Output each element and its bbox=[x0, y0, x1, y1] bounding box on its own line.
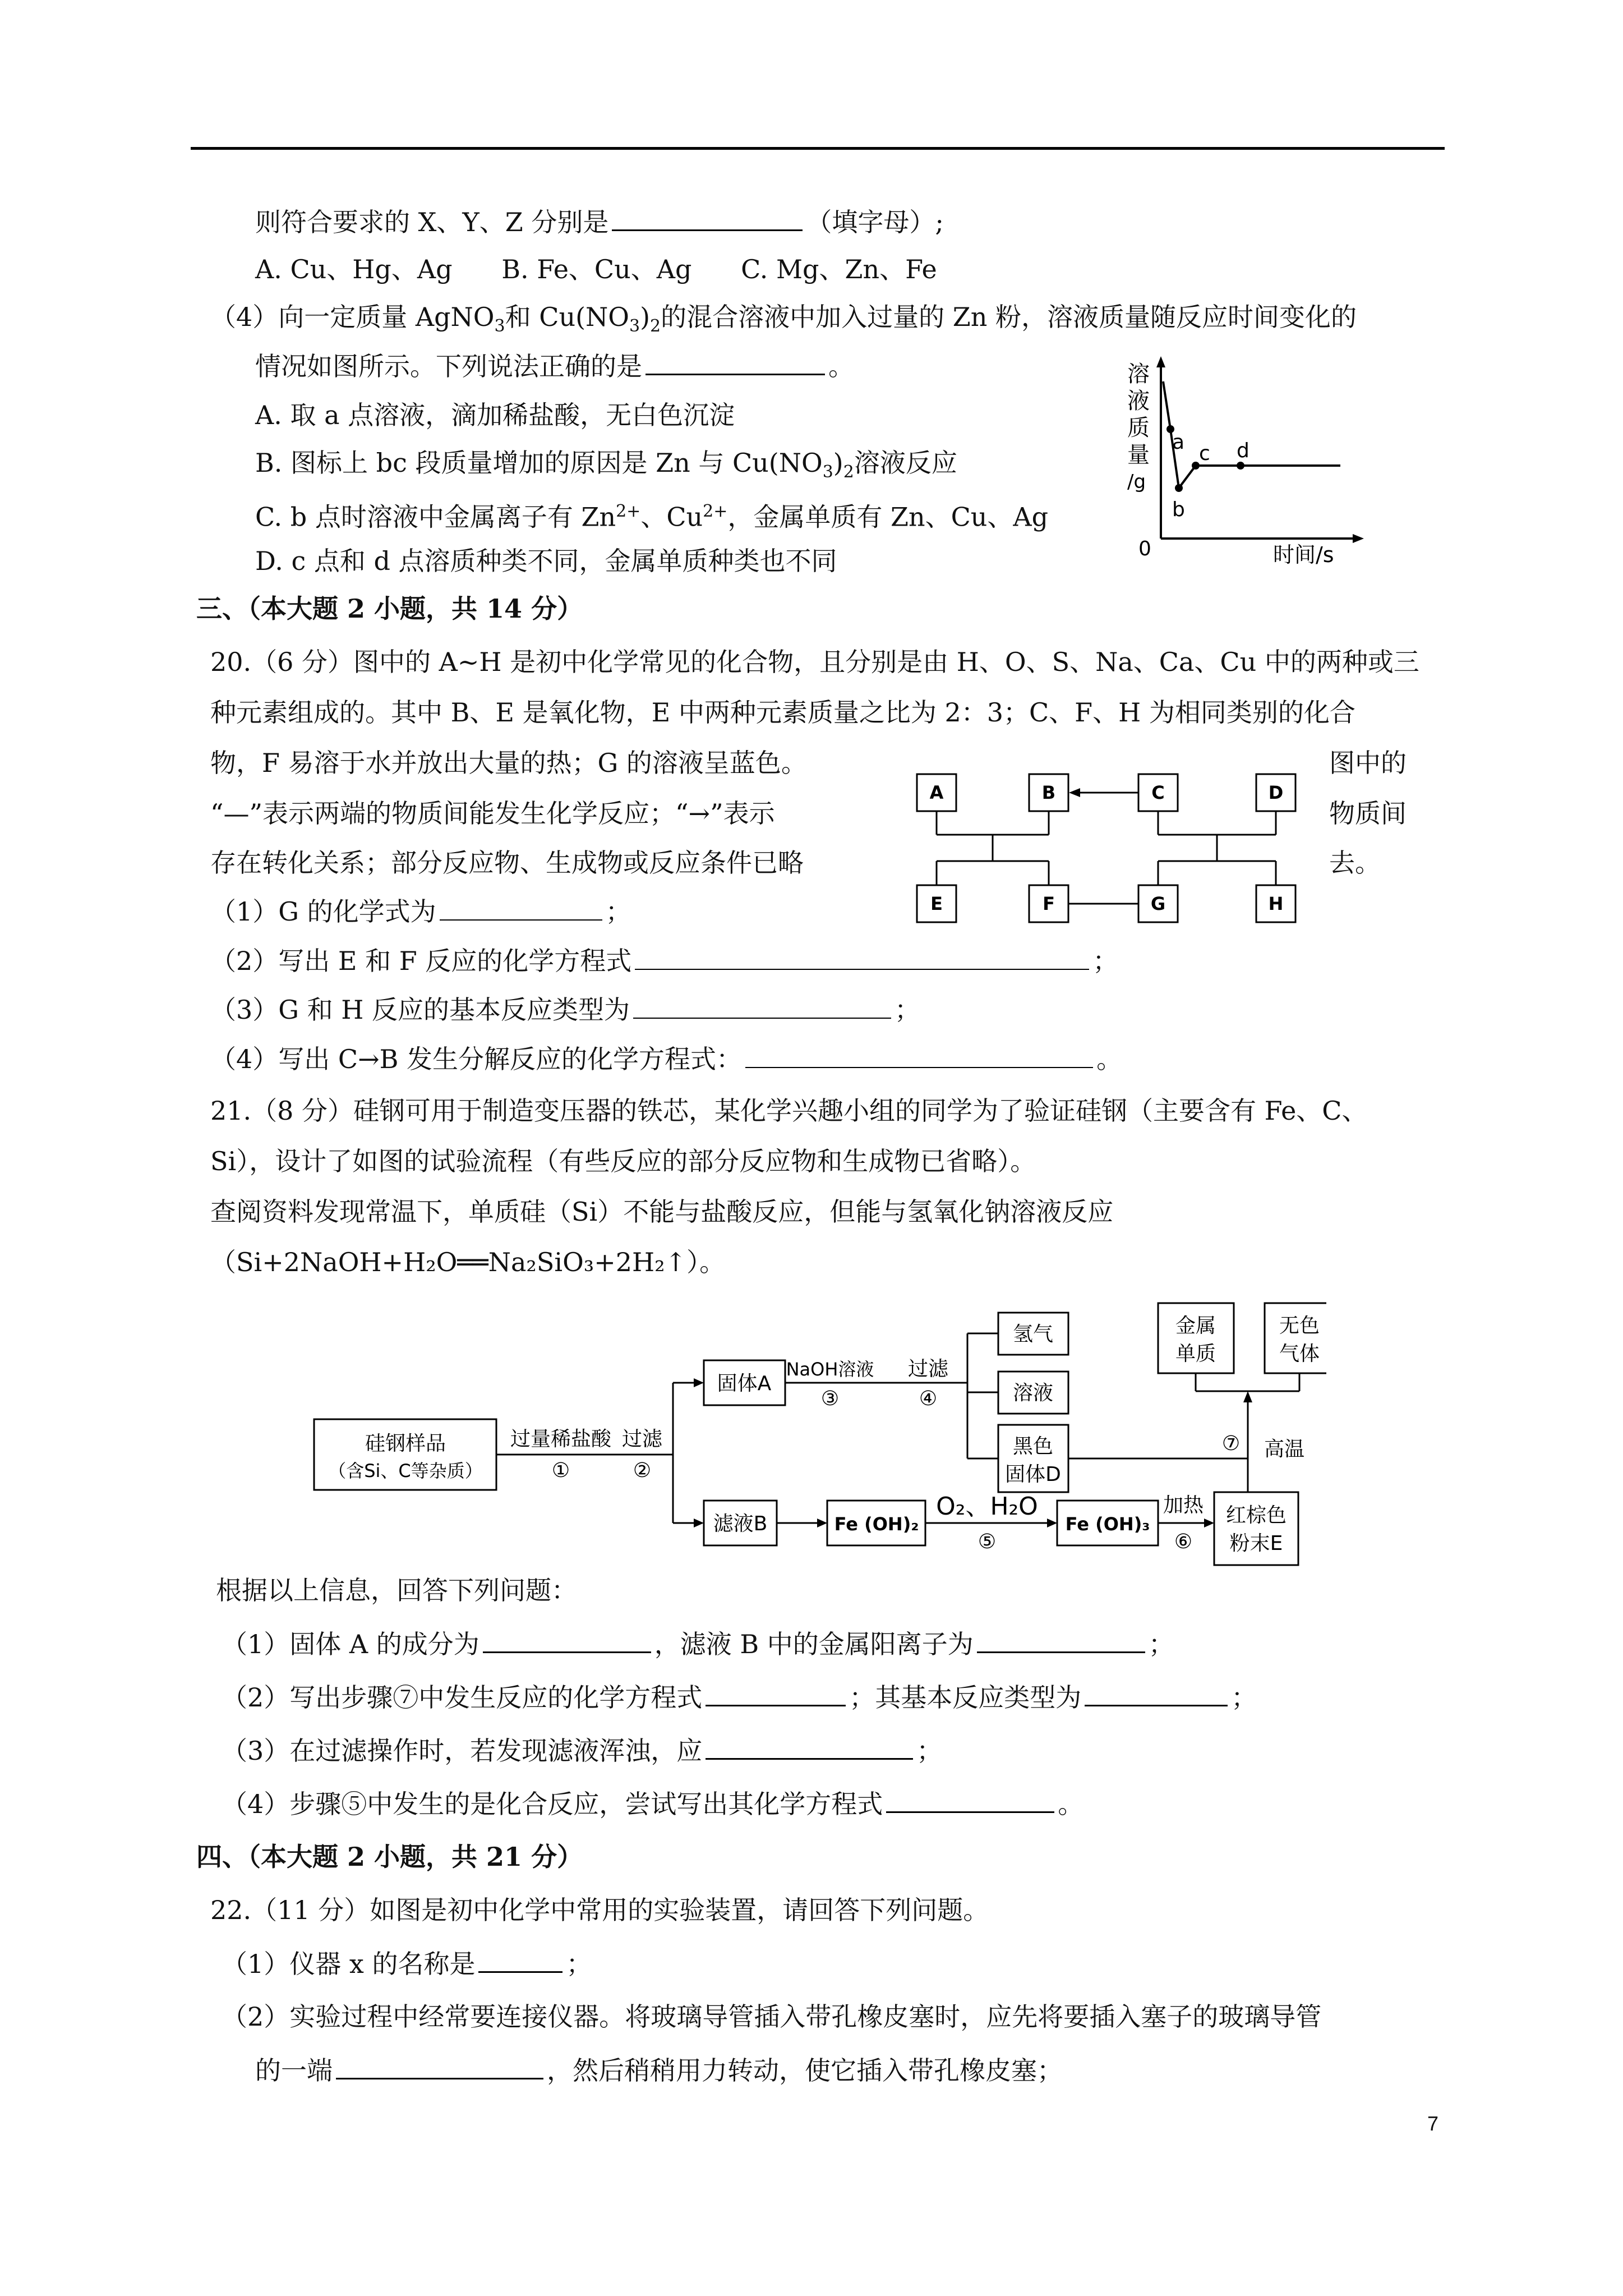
section-4-title: 四、（本大题 2 小题，共 21 分） bbox=[196, 1842, 583, 1872]
graph-label-c: c bbox=[1199, 442, 1210, 465]
graph-point-d bbox=[1237, 462, 1244, 470]
q19-part4-line2 bbox=[255, 349, 854, 383]
q19-optb-text-b: ) bbox=[833, 448, 843, 478]
q21-part1 bbox=[222, 1627, 1174, 1661]
label-b: B bbox=[1041, 782, 1056, 803]
label-d: D bbox=[1268, 782, 1284, 803]
q20-p4-blank[interactable] bbox=[745, 1042, 1093, 1068]
q20-p1-blank[interactable] bbox=[440, 895, 602, 921]
q19-p4-line2-suffix: 。 bbox=[828, 351, 854, 381]
q20-p1-text: （1）G 的化学式为 bbox=[210, 896, 436, 927]
step-6-label: ⑥ bbox=[1174, 1530, 1193, 1553]
sample-label-2: （含Si、C等杂质） bbox=[328, 1460, 483, 1481]
o2-h2o-label: O₂、H₂O bbox=[936, 1492, 1038, 1521]
q21-p2-blank2[interactable] bbox=[1085, 1680, 1228, 1706]
black-d-label-2: 固体D bbox=[1005, 1463, 1061, 1486]
filter-2-label: 过滤 bbox=[907, 1358, 949, 1381]
gas-label-2: 气体 bbox=[1279, 1342, 1320, 1365]
q21-p1-suffix: ； bbox=[1148, 1629, 1174, 1659]
step-5-label: ⑤ bbox=[978, 1530, 997, 1553]
q19-p4-text-b: 和 Cu(NO bbox=[505, 302, 629, 332]
q20-p3-text: （3）G 和 H 反应的基本反应类型为 bbox=[210, 995, 630, 1025]
q20-part2 bbox=[210, 944, 1118, 978]
page-number: 7 bbox=[1427, 2112, 1439, 2135]
q22-line1: 22.（11 分）如图是初中化学中常用的实验装置，请回答下列问题。 bbox=[210, 1895, 989, 1925]
q20-part3 bbox=[210, 993, 920, 1027]
q22-p2-suffix: ，然后稍稍用力转动，使它插入带孔橡皮塞； bbox=[547, 2055, 1063, 2086]
q21-p2-text-b: ；其基本反应类型为 bbox=[849, 1682, 1082, 1713]
q22-p1-text: （1）仪器 x 的名称是 bbox=[222, 1949, 476, 1979]
q21-p2-text: （2）写出步骤⑦中发生反应的化学方程式 bbox=[222, 1682, 703, 1713]
q20-p2-suffix: ； bbox=[1092, 946, 1119, 976]
q20-relation-diagram bbox=[903, 763, 1312, 937]
graph-ylabel-char-1: 溶 bbox=[1127, 361, 1150, 387]
q21-part2 bbox=[222, 1680, 1257, 1714]
graph-label-a: a bbox=[1172, 431, 1185, 454]
hydrogen-label: 氢气 bbox=[1012, 1323, 1054, 1346]
graph-y-arrow bbox=[1156, 356, 1165, 367]
q21-line4: （Si+2NaOH+H₂O══Na₂SiO₃+2H₂↑）。 bbox=[210, 1247, 726, 1277]
q21-p1-blank2[interactable] bbox=[977, 1627, 1145, 1653]
q21-line3: 查阅资料发现常温下，单质硅（Si）不能与盐酸反应，但能与氢氧化钠溶液反应 bbox=[210, 1197, 1114, 1227]
naoh-label: NaOH溶液 bbox=[786, 1359, 874, 1380]
q20-part4 bbox=[210, 1042, 1122, 1076]
q19-optb-sub2: 2 bbox=[843, 462, 854, 482]
q19-line1-suffix: （填字母）; bbox=[806, 207, 944, 237]
q19-optc-text-a: C. b 点时溶液中金属离子有 Zn bbox=[255, 501, 616, 532]
q22-p1-blank[interactable] bbox=[478, 1947, 562, 1973]
q20-part1 bbox=[210, 895, 631, 928]
step-3-label: ③ bbox=[820, 1387, 840, 1410]
q21-process-flowchart bbox=[311, 1299, 1326, 1573]
step-1-label: ① bbox=[551, 1459, 570, 1482]
q22-part2-line2 bbox=[255, 2053, 1063, 2087]
q20-line5-right: 去。 bbox=[1329, 848, 1381, 878]
q21-p1-text-b: ，滤液 B 中的金属阳离子为 bbox=[654, 1629, 974, 1659]
q21-line1: 21.（8 分）硅钢可用于制造变压器的铁芯，某化学兴趣小组的同学为了验证硅钢（主要含有 Fe、C、 bbox=[210, 1096, 1368, 1126]
q19-options: A. Cu、Hg、Ag B. Fe、Cu、Ag C. Mg、Zn、Fe bbox=[255, 254, 937, 284]
graph-curve bbox=[1163, 381, 1340, 488]
q19-optc-sup2: 2+ bbox=[703, 501, 728, 521]
q21-p3-blank[interactable] bbox=[706, 1733, 913, 1760]
graph-x-arrow bbox=[1353, 534, 1364, 543]
q19-option-d: D. c 点和 d 点溶质种类不同，金属单质种类也不同 bbox=[255, 546, 837, 576]
high-temp-label: 高温 bbox=[1264, 1438, 1305, 1461]
solution-mass-graph bbox=[1116, 353, 1380, 567]
q21-intro: 根据以上信息，回答下列问题： bbox=[216, 1575, 577, 1605]
acid-label: 过量稀盐酸 bbox=[510, 1428, 612, 1451]
filter-label: 过滤 bbox=[621, 1428, 663, 1451]
feoh2-label: Fe (OH)₂ bbox=[834, 1513, 919, 1535]
q21-p4-blank[interactable] bbox=[886, 1787, 1054, 1813]
step-7-label: ⑦ bbox=[1221, 1432, 1241, 1455]
step-2-label: ② bbox=[633, 1459, 652, 1482]
label-e: E bbox=[930, 893, 943, 914]
solid-a-label: 固体A bbox=[717, 1372, 772, 1395]
q19-p4-text-a: （4）向一定质量 AgNO bbox=[210, 302, 495, 332]
label-c: C bbox=[1151, 782, 1165, 803]
q22-p1-suffix: ； bbox=[566, 1949, 592, 1979]
q19-option-b bbox=[255, 446, 957, 489]
label-g: G bbox=[1150, 893, 1166, 914]
black-d-label-1: 黑色 bbox=[1012, 1435, 1054, 1458]
q19-optb-text-c: 溶液反应 bbox=[854, 448, 957, 478]
q19-line1 bbox=[255, 205, 944, 239]
q20-p4-suffix: 。 bbox=[1096, 1044, 1123, 1074]
q20-p3-suffix: ； bbox=[895, 995, 920, 1025]
q19-part4 bbox=[210, 300, 1357, 343]
q21-part3 bbox=[222, 1733, 942, 1768]
q19-option-c bbox=[255, 495, 1048, 533]
graph-ylabel-char-2: 液 bbox=[1127, 388, 1150, 414]
c-to-b-arrowhead bbox=[1069, 788, 1080, 797]
q22-part2: （2）实验过程中经常要连接仪器。将玻璃导管插入带孔橡皮塞时，应先将要插入塞子的玻璃导管 bbox=[222, 2001, 1322, 2032]
red-powder-label-1: 红棕色 bbox=[1225, 1504, 1287, 1527]
q19-p4-sub1: 3 bbox=[494, 316, 505, 337]
sample-label-1: 硅钢样品 bbox=[365, 1432, 446, 1455]
graph-ylabel-char-3: 质 bbox=[1127, 415, 1150, 441]
q20-line5: 存在转化关系；部分反应物、生成物或反应条件已略 bbox=[210, 848, 804, 878]
heat-label: 加热 bbox=[1163, 1494, 1204, 1517]
q20-p1-suffix: ； bbox=[605, 896, 631, 927]
q21-p3-text: （3）在过滤操作时，若发现滤液浑浊，应 bbox=[222, 1736, 703, 1766]
q20-p2-text: （2）写出 E 和 F 反应的化学方程式 bbox=[210, 946, 632, 976]
solution-label: 溶液 bbox=[1012, 1382, 1054, 1405]
q19-p4-sub3: 2 bbox=[650, 316, 661, 337]
q19-optb-text-a: B. 图标上 bc 段质量增加的原因是 Zn 与 Cu(NO bbox=[255, 448, 823, 478]
q20-line2: 种元素组成的。其中 B、E 是氧化物，E 中两种元素质量之比为 2：3；C、F、H 为相同类别的化合 bbox=[210, 697, 1355, 728]
q21-p4-suffix: 。 bbox=[1058, 1789, 1084, 1819]
q19-line1-text: 则符合要求的 X、Y、Z 分别是 bbox=[255, 207, 609, 237]
q20-line1: 20.（6 分）图中的 A~H 是初中化学常见的化合物，且分别是由 H、O、S、Na、Ca、Cu 中的两种或三 bbox=[210, 647, 1419, 677]
label-a: A bbox=[929, 782, 944, 803]
q21-p1-blank1[interactable] bbox=[483, 1627, 651, 1653]
label-h: H bbox=[1268, 893, 1284, 914]
q21-p2-blank1[interactable] bbox=[706, 1680, 846, 1706]
q20-p4-text: （4）写出 C→B 发生分解反应的化学方程式： bbox=[210, 1044, 743, 1074]
graph-origin-label: 0 bbox=[1138, 537, 1151, 560]
metal-label-2: 单质 bbox=[1175, 1342, 1216, 1365]
q19-p4-text-d: 的混合溶液中加入过量的 Zn 粉，溶液质量随反应时间变化的 bbox=[661, 302, 1357, 332]
q19-optc-sup1: 2+ bbox=[616, 501, 641, 521]
q19-optc-text-c: ，金属单质有 Zn、Cu、Ag bbox=[727, 501, 1049, 532]
q19-optb-sub1: 3 bbox=[822, 462, 833, 482]
q19-p4-blank[interactable] bbox=[645, 349, 825, 375]
graph-point-c bbox=[1192, 462, 1200, 470]
q22-part1 bbox=[222, 1947, 592, 1981]
q21-p3-suffix: ； bbox=[916, 1736, 943, 1766]
q19-optc-text-b: 、Cu bbox=[640, 501, 703, 532]
q19-answer-blank[interactable] bbox=[612, 205, 803, 231]
q21-p4-text: （4）步骤⑤中发生的是化合反应，尝试写出其化学方程式 bbox=[222, 1789, 883, 1819]
q19-p4-line2-text: 情况如图所示。下列说法正确的是 bbox=[255, 351, 642, 381]
gas-label-1: 无色 bbox=[1279, 1314, 1320, 1337]
q20-p2-blank[interactable] bbox=[635, 944, 1089, 970]
q20-p3-blank[interactable] bbox=[633, 993, 891, 1019]
metal-label-1: 金属 bbox=[1175, 1314, 1216, 1337]
q22-p2-text: 的一端 bbox=[255, 2055, 333, 2086]
q21-part4 bbox=[222, 1787, 1083, 1821]
header-rule bbox=[191, 147, 1445, 150]
red-powder-label-2: 粉末E bbox=[1229, 1532, 1283, 1555]
q20-line4-right: 物质间 bbox=[1329, 798, 1407, 829]
filtrate-b-label: 滤液B bbox=[713, 1512, 768, 1535]
section-3-title: 三、（本大题 2 小题，共 14 分） bbox=[196, 593, 583, 624]
q21-line2: Si），设计了如图的试验流程（有些反应的部分反应物和生成物已省略）。 bbox=[210, 1146, 1036, 1176]
q22-p2-blank[interactable] bbox=[336, 2053, 543, 2079]
q19-p4-sub2: 3 bbox=[629, 316, 640, 337]
feoh3-label: Fe (OH)₃ bbox=[1065, 1513, 1150, 1535]
q21-p1-text: （1）固体 A 的成分为 bbox=[222, 1629, 479, 1659]
graph-label-d: d bbox=[1237, 439, 1249, 462]
q21-p2-suffix: ； bbox=[1231, 1682, 1257, 1713]
step-4-label: ④ bbox=[919, 1387, 938, 1410]
graph-xlabel: 时间/s bbox=[1273, 542, 1334, 567]
q20-line3-right: 图中的 bbox=[1329, 748, 1407, 778]
graph-label-b: b bbox=[1172, 498, 1185, 521]
graph-point-b bbox=[1175, 484, 1183, 492]
label-f: F bbox=[1043, 893, 1055, 914]
q20-line3: 物，F 易溶于水并放出大量的热；G 的溶液呈蓝色。 bbox=[210, 748, 807, 778]
graph-ylabel-char-5: /g bbox=[1127, 471, 1146, 493]
q20-line4: “—”表示两端的物质间能发生化学反应；“→”表示 bbox=[210, 798, 775, 829]
q19-p4-text-c: ) bbox=[640, 302, 651, 332]
q19-option-a: A. 取 a 点溶液，滴加稀盐酸，无白色沉淀 bbox=[255, 400, 735, 430]
graph-ylabel-char-4: 量 bbox=[1127, 442, 1150, 468]
